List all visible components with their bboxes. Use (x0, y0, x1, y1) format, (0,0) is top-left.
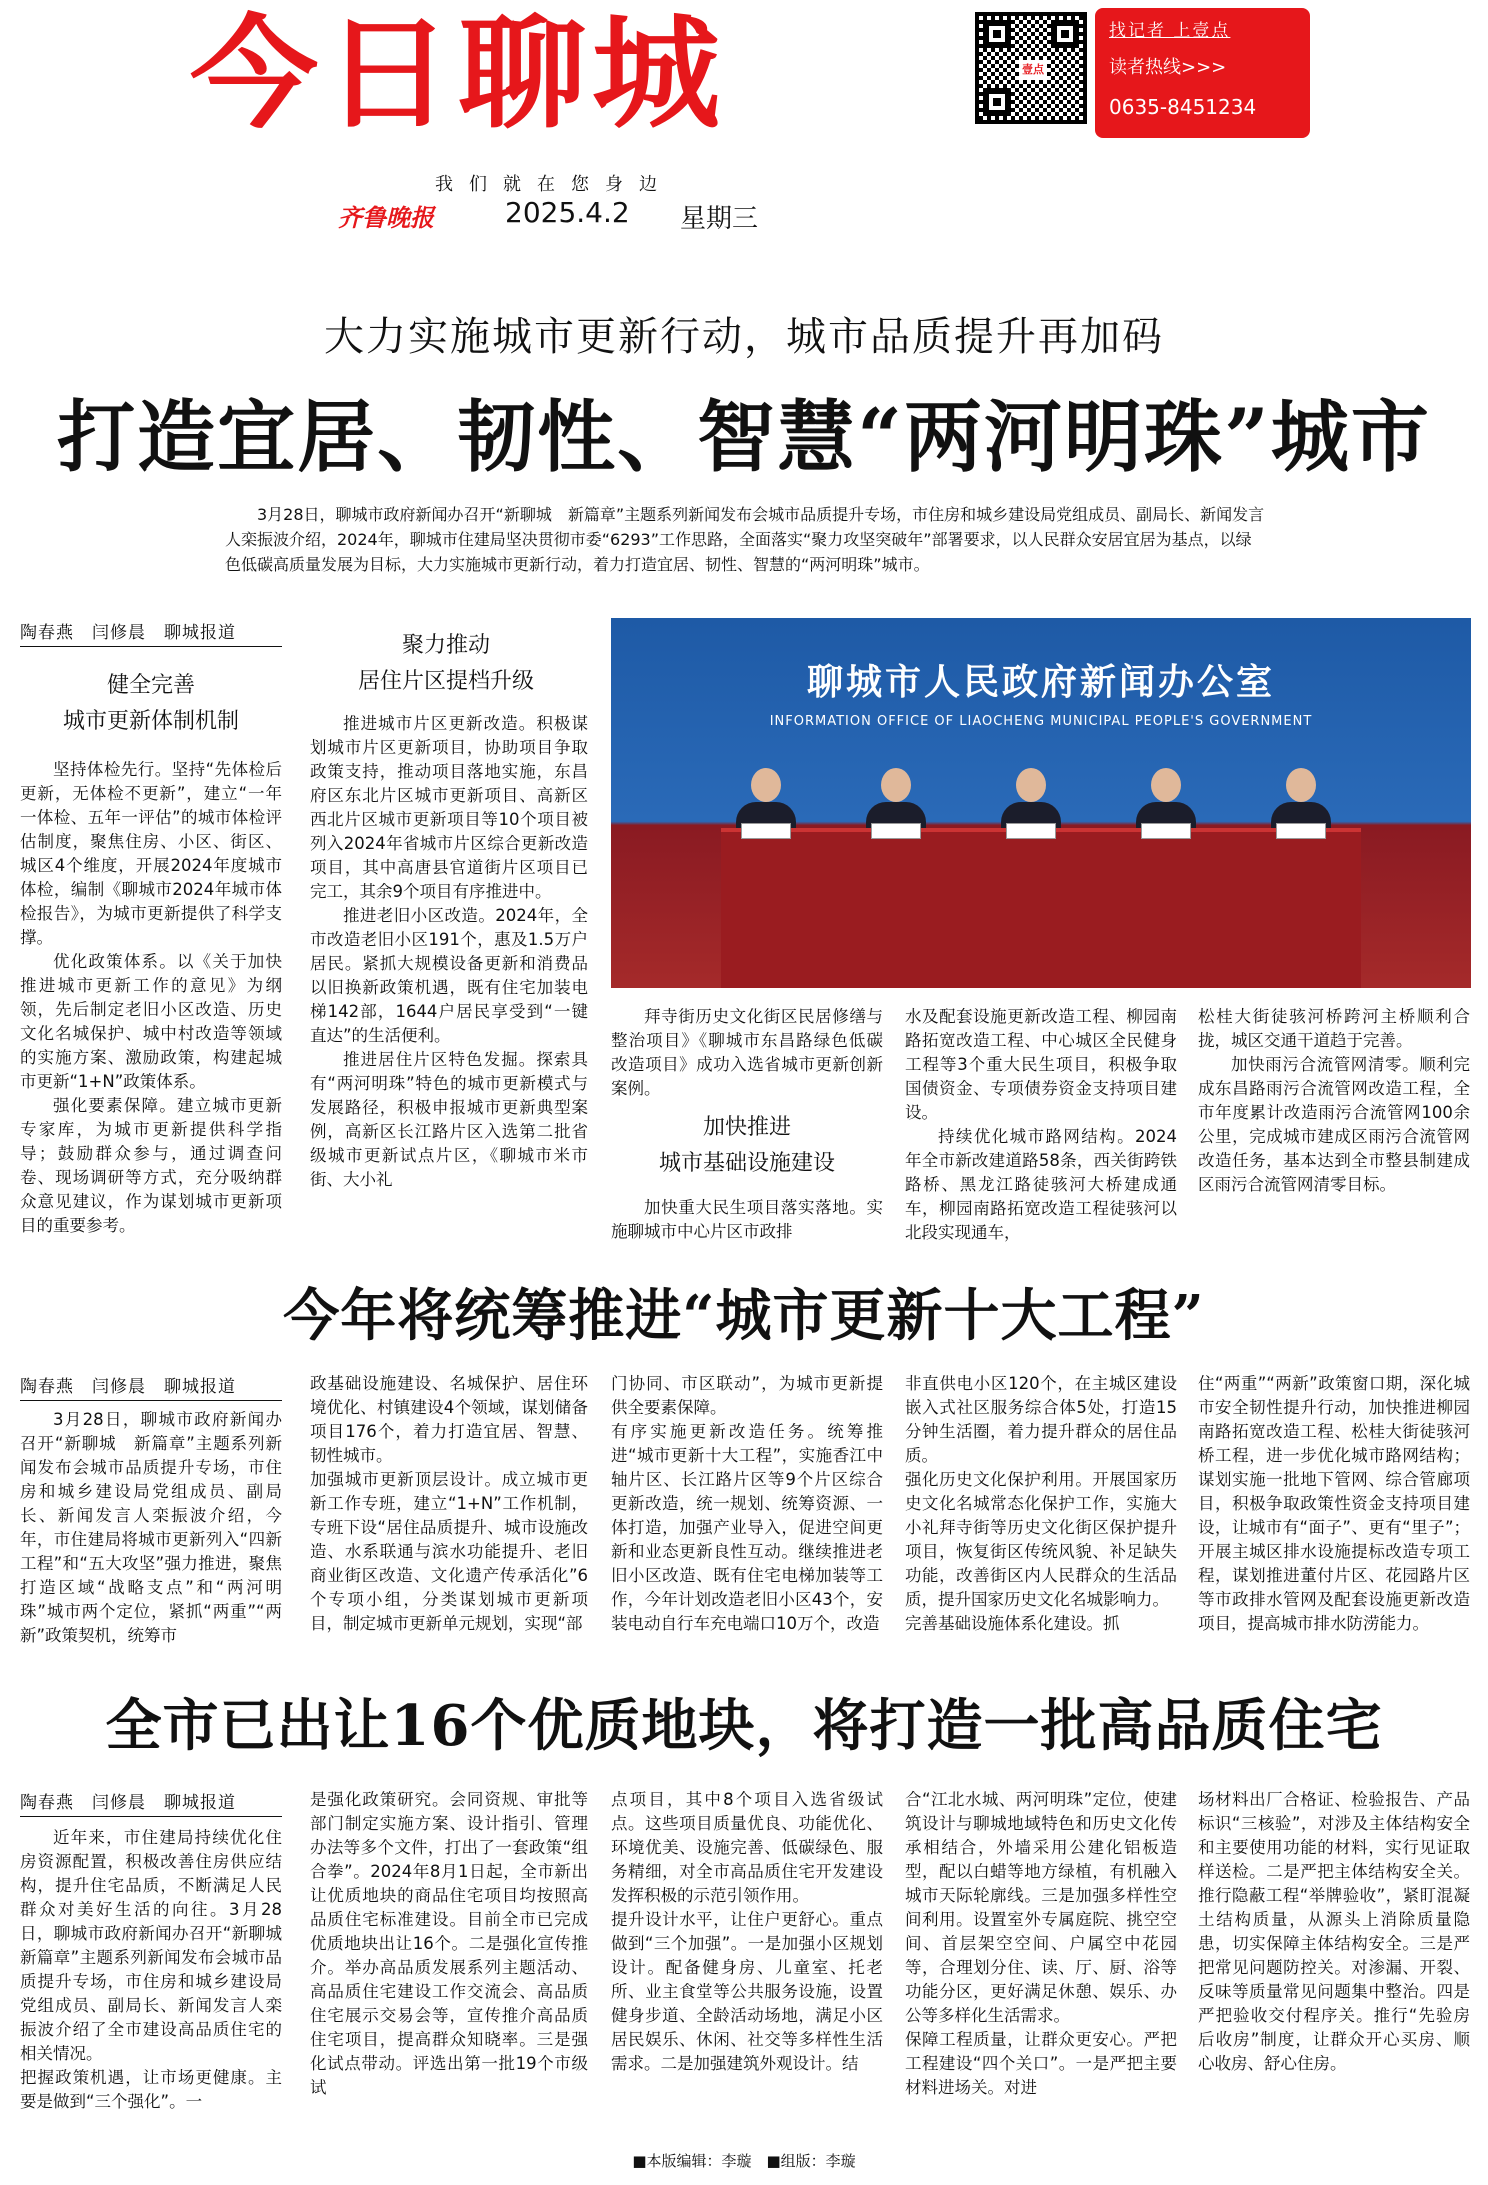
paragraph: 水及配套设施更新改造工程、柳园南路拓宽改造工程、中心城区全民健身工程等3个重大民生项目，积极争取国债资金、专项债券资金支持项目建设。 (905, 1007, 1177, 1122)
hotline-number: 0635-8451234 (1109, 95, 1257, 119)
lead-column-3 (611, 1005, 883, 1101)
lead-byline: 陶春燕 闫修晨 聊城报道 (20, 618, 282, 647)
paragraph: 加快雨污合流管网清零。顺利完成东昌路雨污合流管网改造工程，全市年度累计改造雨污合流管网100余公里，完成城市建成区雨污合流管网改造任务，基本达到全市整县制建成区雨污合流管网清零目标。 (1198, 1055, 1470, 1194)
paragraph: 推进居住片区特色发掘。探索具有“两河明珠”特色的城市更新模式与发展路径，积极申报城市更新典型案例，高新区长江路片区入选第二批省级城市更新试点片区，《聊城市米市街、大小礼 (310, 1050, 588, 1189)
paragraph: 住“两重”“两新”政策窗口期，深化城市安全韧性提升行动，加快推进柳园南路拓宽改造工程、松桂大街徒骇河桥工程，进一步优化城市路网结构；谋划实施一批地下管网、综合管廊项目，积极争取政策性资金支持项目建设，让城市有“面子”、更有“里子”；开展主城区排水设施提标改造专项工程，谋划推进董付片区、花园路片区等市政排水管网及配套设施更新改造项目，提高城市排水防涝能力。 (1198, 1374, 1470, 1633)
hotline-slogan: 找记者 上壹点 (1109, 21, 1231, 41)
masthead (0, 0, 1488, 250)
lead-headline: 打造宜居、韧性、智慧“两河明珠”城市 (57, 392, 1431, 483)
article3-column-4 (905, 1788, 1177, 2138)
nameplate (1006, 823, 1056, 839)
article2-byline: 陶春燕 闫修晨 聊城报道 (20, 1372, 282, 1401)
paragraph: 3月28日，聊城市政府新闻办召开“新聊城 新篇章”主题系列新闻发布会城市品质提升专场，市住房和城乡建设局党组成员、副局长、新闻发言人栾振波介绍，今年，市住建局将城市更新列入“四新工程”和“五大攻坚”强力推进，聚焦打造区域“战略支点”和“两河明珠”城市两个定位，紧抓“两重”“两新”政策契机，统筹市 (20, 1410, 282, 1645)
lead-subhead-2: 聚力推动 居住片区提档升级 (357, 633, 534, 694)
paragraph: 近年来，市住建局持续优化住房资源配置，积极改善住房供应结构，提升住宅品质，不断满足人民群众对美好生活的向往。3月28日，聊城市政府新闻办召开“新聊城 新篇章”主题系列新闻发布会城市品质提升专场，市住房和城乡建设局党组成员、副局长、新闻发言人栾振波介绍了全市建设高品质住宅的相关情况。 把握政策机遇，让市场更健康。主要是做到“三个强化”。一 (20, 1828, 282, 2111)
article3-column-2 (310, 1788, 588, 2138)
paragraph: 拜寺街历史文化街区民居修缮与整治项目》《聊城市东昌路绿色低碳改造项目》成功入选省城市更新创新案例。 (611, 1007, 883, 1098)
paragraph: 坚持体检先行。坚持“先体检后更新，无体检不更新”，建立“一年一体检、五年一评估”的城市体检评估制度，聚焦住房、小区、街区、城区4个维度，开展2024年度城市体检，编制《聊城市2024年城市体检报告》，为城市更新提供了科学支撑。 (20, 760, 282, 947)
nameplate (871, 823, 921, 839)
qr-code[interactable] (975, 12, 1087, 124)
nameplate (1276, 823, 1326, 839)
lead-subhead-3: 加快推进 城市基础设施建设 (658, 1115, 835, 1176)
paragraph: 强化要素保障。建立城市更新专家库，为城市更新提供科学指导；鼓励群众参与，通过调查问卷、现场调研等方式，充分吸纳群众意见建议，作为谋划城市更新项目的重要参考。 (20, 1096, 282, 1235)
lead-column-3b (611, 1196, 883, 1248)
article3-column-1 (20, 1826, 282, 2138)
paragraph: 是强化政策研究。会同资规、审批等部门制定实施方案、设计指引、管理办法等多个文件，打出了一套政策“组合拳”。2024年8月1日起，全市新出让优质地块的商品住宅项目均按照高品质住宅标准建设。目前全市已完成优质地块出让16个。二是强化宣传推介。举办高品质发展系列主题活动、高品质住宅建设工作交流会、高品质住宅展示交易会等，宣传推介高品质住宅项目，提高群众知晓率。三是强化试点带动。评选出第一批19个市级试 (310, 1790, 588, 2097)
lead-kicker: 大力实施城市更新行动，城市品质提升再加码 (324, 314, 1164, 360)
qr-logo: 壹点 (1019, 60, 1047, 80)
article3-column-5 (1198, 1788, 1470, 2138)
nameplate (741, 823, 791, 839)
paragraph: 点项目，其中8个项目入选省级试点。这些项目质量优良、功能优化、环境优美、设施完善、低碳绿色、服务精细，对全市高品质住宅开发建设发挥积极的示范引领作用。 提升设计水平，让住户更舒心。重点做到“三个加强”。一是加强小区规划设计。配备健身房、儿童室、托老所、业主食堂等公共服务设施，设置健身步道、全龄活动场地，满足小区居民娱乐、休闲、社交等多样性生活需求。二是加强建筑外观设计。结 (611, 1790, 883, 2073)
hotline-box (1095, 8, 1310, 138)
article3-column-3 (611, 1788, 883, 2138)
photo-backdrop-subtitle: INFORMATION OFFICE OF LIAOCHENG MUNICIPAL PEOPLE'S GOVERNMENT (769, 714, 1313, 729)
paragraph: 非直供电小区120个，在主城区建设嵌入式社区服务综合体5处，打造15分钟生活圈，着力提升群众的居住品质。 强化历史文化保护利用。开展国家历史文化名城常态化保护工作，实施大小礼拜寺街等历史文化街区保护提升项目，恢复街区传统风貌、补足缺失功能，改善街区内人民群众的生活品质，提升国家历史文化名城影响力。 完善基础设施体系化建设。抓 (905, 1374, 1177, 1633)
lead-column-1 (20, 758, 282, 1248)
paragraph: 合“江北水城、两河明珠”定位，使建筑设计与聊城地域特色和历史文化传承相结合，外墙采用公建化铝板造型，配以白蜡等地方绿植，有机融入城市天际轮廓线。三是加强多样性空间利用。设置室外专属庭院、挑空空间、首层架空空间、户属空中花园等，合理划分住、读、厅、厨、浴等功能分区，更好满足休憩、娱乐、办公等多样化生活需求。 保障工程质量，让群众更安心。严把工程建设“四个关口”。一是严把主要材料进场关。对进 (905, 1790, 1177, 2097)
lead-summary: 3月28日，聊城市政府新闻办召开“新聊城 新篇章”主题系列新闻发布会城市品质提升专场，市住房和城乡建设局党组成员、副局长、新闻发言人栾振波介绍，2024年，聊城市住建局坚决贯彻市委“6293”工作思路，全面落实“聚力攻坚突破年”部署要求，以人民群众安居宜居为基点，以绿色低碳高质量发展为目标，大力实施城市更新行动，着力打造宜居、韧性、智慧的“两河明珠”城市。 (225, 505, 1265, 574)
lead-column-5 (1198, 1005, 1470, 1248)
lead-column-4 (905, 1005, 1177, 1248)
paragraph: 持续优化城市路网结构。2024年全市新改建道路58条，西关街跨铁路桥、黑龙江路徒骇河大桥建成通车，柳园南路拓宽改造工程徒骇河以北段实现通车， (905, 1127, 1177, 1242)
lead-column-2 (310, 712, 588, 1248)
paragraph: 政基础设施建设、名城保护、居住环境优化、村镇建设4个领域，谋划储备项目176个，着力打造宜居、智慧、韧性城市。 加强城市更新顶层设计。成立城市更新工作专班，建立“1+N”工作机制，专班下设“居住品质提升、城市设施改造、水系联通与滨水功能提升、老旧商业街区改造、文化遗产传承活化”6个专项小组，分类谋划城市更新项目，制定城市更新单元规划，实现“部 (310, 1374, 588, 1633)
paragraph: 推进老旧小区改造。2024年，全市改造老旧小区191个，惠及1.5万户居民。紧抓大规模设备更新和消费品以旧换新政策机遇，既有住宅加装电梯142部，1644户居民享受到“一键直达”的生活便利。 (310, 906, 588, 1045)
article2-column-2 (310, 1372, 588, 1656)
paragraph: 门协同、市区联动”，为城市更新提供全要素保障。 有序实施更新改造任务。统筹推进“城市更新十大工程”，实施香江中轴片区、长江路片区等9个片区综合更新改造，统一规划、统筹资源、一体打造，加强产业导入，促进空间更新和业态更新良性互动。继续推进老旧小区改造、既有住宅电梯加装等工作，今年计划改造老旧小区43个，安装电动自行车充电端口10万个，改造 (611, 1374, 883, 1633)
conference-table (721, 828, 1361, 988)
press-conference-photo (611, 618, 1471, 988)
article3-byline: 陶春燕 闫修晨 聊城报道 (20, 1788, 282, 1817)
paragraph: 加快重大民生项目落实落地。实施聊城市中心片区市政排 (611, 1198, 883, 1241)
lead-subhead-1: 健全完善 城市更新体制机制 (62, 673, 239, 734)
paper-logo: 齐鲁晚报 (338, 203, 434, 232)
paragraph: 松桂大街徒骇河桥跨河主桥顺利合拢，城区交通干道趋于完善。 (1198, 1007, 1470, 1050)
newspaper-title: 今日聊城 (190, 3, 727, 146)
article2-column-1 (20, 1408, 282, 1656)
paragraph: 优化政策体系。以《关于加快推进城市更新工作的意见》为纲领，先后制定老旧小区改造、历史文化名城保护、城中村改造等领域的实施方案、激励政策，构建起城市更新“1+N”政策体系。 (20, 952, 282, 1091)
paragraph: 场材料出厂合格证、检验报告、产品标识“三核验”，对涉及主体结构安全和主要使用功能的材料，实行见证取样送检。二是严把主体结构安全关。推行隐蔽工程“举牌验收”，紧盯混凝土结构质量，从源头上消除质量隐患，切实保障主体结构安全。三是严把常见问题防控关。对渗漏、开裂、反味等质量常见问题集中整治。四是严把验收交付程序关。推行“先验房后收房”制度，让群众开心买房、顺心收房、舒心住房。 (1198, 1790, 1470, 2073)
article2-column-5 (1198, 1372, 1470, 1656)
photo-backdrop-title: 聊城市人民政府新闻办公室 (806, 662, 1275, 703)
article2-column-3 (611, 1372, 883, 1656)
paragraph: 推进城市片区更新改造。积极谋划城市片区更新项目，协助项目争取政策支持，推动项目落地实施，东昌府区东北片区城市更新项目、高新区西北片区城市更新项目等10个项目被列入2024年省城市片区综合更新改造项目，其中高唐县官道街片区项目已完工，其余9个项目有序推进中。 (310, 714, 588, 901)
page-footer: ■本版编辑：李璇 ■组版：李璇 (632, 2152, 856, 2170)
slogan: 我们就在您身边 (435, 174, 673, 195)
article3-headline: 全市已出让16个优质地块，将打造一批高品质住宅 (105, 1693, 1383, 1759)
article2-column-4 (905, 1372, 1177, 1656)
issue-date: 2025.4.2 (505, 196, 630, 229)
nameplate (1141, 823, 1191, 839)
issue-weekday: 星期三 (680, 204, 759, 234)
hotline-label: 读者热线>>> (1109, 57, 1227, 78)
article2-headline: 今年将统筹推进“城市更新十大工程” (283, 1283, 1205, 1349)
